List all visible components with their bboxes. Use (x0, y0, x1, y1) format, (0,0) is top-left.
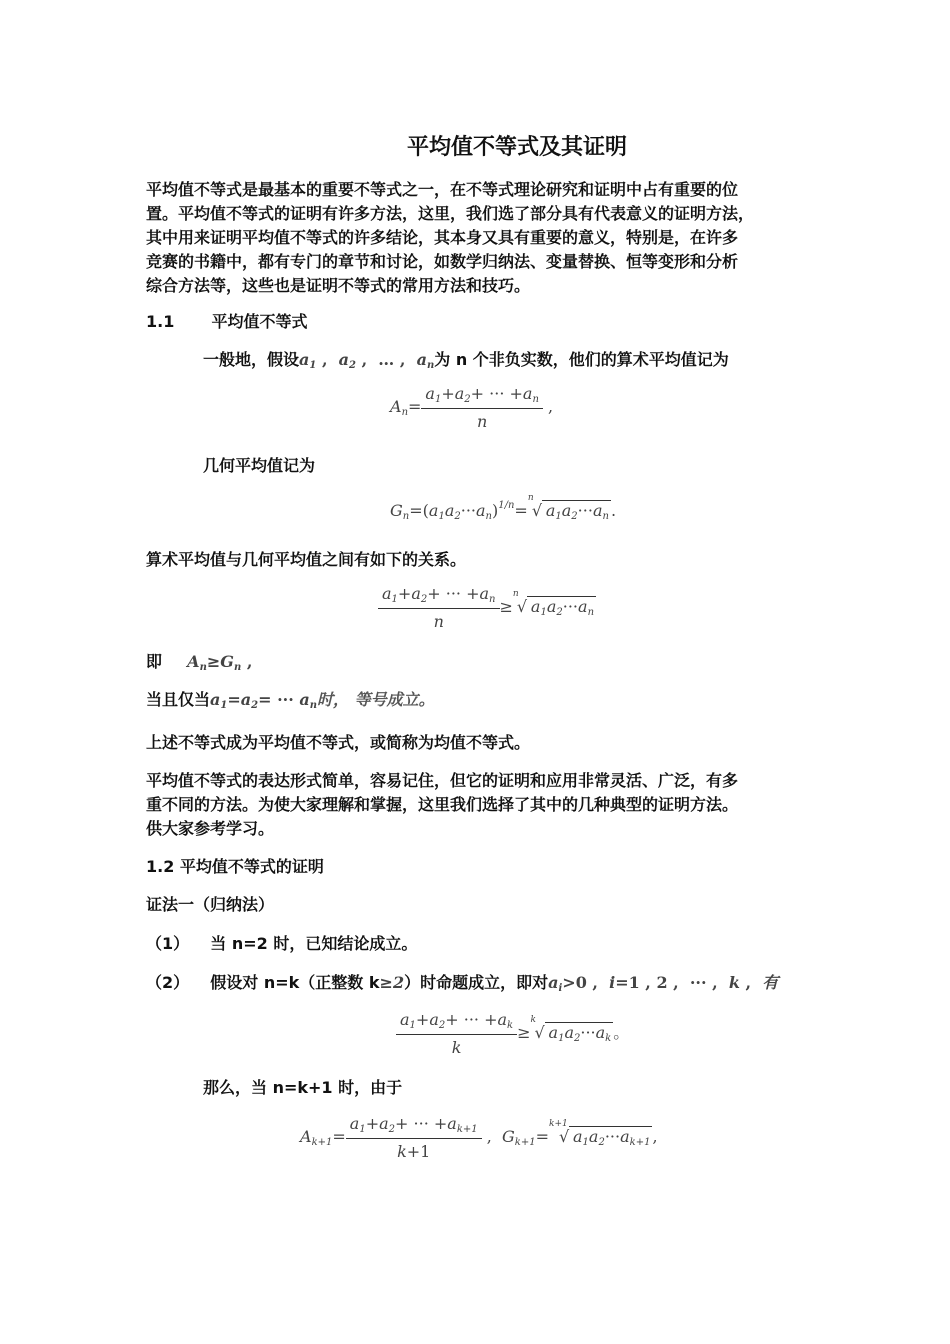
statement-text: 为 n 个非负实数，他们的算术平均值记为 (434, 350, 729, 369)
variables-expression: $a_1$ , $a_2$ , … , $a_n$ (299, 350, 435, 371)
hypothesis-condition: $a_i>0$ , i=1 , 2 , ··· , k , (548, 973, 763, 994)
statement-text: 一般地，假设 (203, 350, 300, 369)
intro-paragraph (146, 178, 754, 298)
geometric-mean-label: 几何平均值记为 (203, 456, 316, 475)
description-line: 平均值不等式的表达形式简单，容易记住，但它的证明和应用非常灵活、广泛，有多 (146, 771, 739, 790)
description-line: 重不同的方法。为使大家理解和掌握，这里我们选择了其中的几种典型的证明方法。 (146, 795, 739, 814)
induction-hypothesis: $\frac{a_1+a_2+ \cdot\cdot\cdot +a_k}{k}$ ≥ k √ $a_1a_2\cdot\cdot\cdot a_k$ 。 (396, 1010, 629, 1057)
step-1 (146, 932, 417, 956)
intro-line: 置。平均值不等式的证明有许多方法，这里，我们选了部分具有代表意义的证明方法， (146, 204, 755, 223)
step-text: 假设对 n=k（正整数 k (210, 973, 380, 992)
general-statement (203, 348, 729, 378)
k-geq-2: ≥2 (379, 973, 405, 992)
you-text: 有 (762, 973, 779, 992)
section-number: 1.1 (146, 312, 175, 331)
ji-label: 即 (146, 652, 163, 671)
page-title: 平均值不等式及其证明 (407, 135, 628, 160)
named-inequality: 上述不等式成为平均值不等式，或简称为均值不等式。 (146, 733, 531, 752)
intro-line: 平均值不等式是最基本的重要不等式之一，在不等式理论研究和证明中占有重要的位 (146, 180, 739, 199)
step-number: （2） (146, 973, 190, 992)
step-2 (146, 971, 778, 1001)
step-text: 当 n=2 时，已知结论成立。 (210, 934, 418, 953)
arithmetic-mean-formula: $A_n=$ $\frac{a_1+a_2+ \cdot\cdot\cdot +a_n}{n}$ , (390, 384, 554, 431)
ji-line (146, 650, 252, 680)
an-geq-gn: $A_n\ge G_n$ , (187, 652, 253, 673)
intro-line: 其中用来证明平均值不等式的许多结论，其本身又具有重要的意义，特别是，在许多 (146, 228, 739, 247)
step-text: ）时命题成立，即对 (404, 973, 549, 992)
relation-text: 算术平均值与几何平均值之间有如下的关系。 (146, 550, 467, 569)
intro-line: 综合方法等，这些也是证明不等式的常用方法和技巧。 (146, 276, 531, 295)
condition-tail: 时， 等号成立。 (317, 690, 435, 709)
section-1-2-heading: 1.2 平均值不等式的证明 (146, 857, 324, 876)
geometric-mean-formula: $G_n=(a_1a_2\cdot\cdot\cdot a_n)^{1/n}=$ n √ $a_1a_2\cdot\cdot\cdot a_n$ . (390, 493, 617, 522)
section-title: 平均值不等式 (211, 312, 308, 331)
condition-text: 当且仅当 (146, 690, 211, 709)
equality-expression: $a_1=a_2=$ ··· $a_n$ (210, 690, 318, 711)
method-1-heading: 证法一（归纳法） (146, 895, 275, 914)
section-1-1-heading (146, 310, 308, 334)
am-gm-inequality: $\frac{a_1+a_2+ \cdot\cdot\cdot +a_n}{n}$ ≥ n √ $a_1a_2\cdot\cdot\cdot a_n$ (378, 584, 596, 631)
intro-line: 竞赛的书籍中，都有专门的章节和讨论，如数学归纳法、变量替换、恒等变形和分析 (146, 252, 739, 271)
step-number: （1） (146, 934, 190, 953)
then-statement: 那么，当 n=k+1 时，由于 (203, 1078, 403, 1097)
description-line: 供大家参考学习。 (146, 819, 275, 838)
equality-condition (146, 688, 435, 718)
k-plus-1-means: $A_{k+1}=$ $\frac{a_1+a_2+ \cdot\cdot\cdot +a_{k+1}}{k+1}$ , $G_{k+1}=$ k+1 √ $a_1a_2\cdot\cdot\cdot a_{k+1}$ , (300, 1114, 658, 1161)
description-paragraph (146, 769, 738, 841)
